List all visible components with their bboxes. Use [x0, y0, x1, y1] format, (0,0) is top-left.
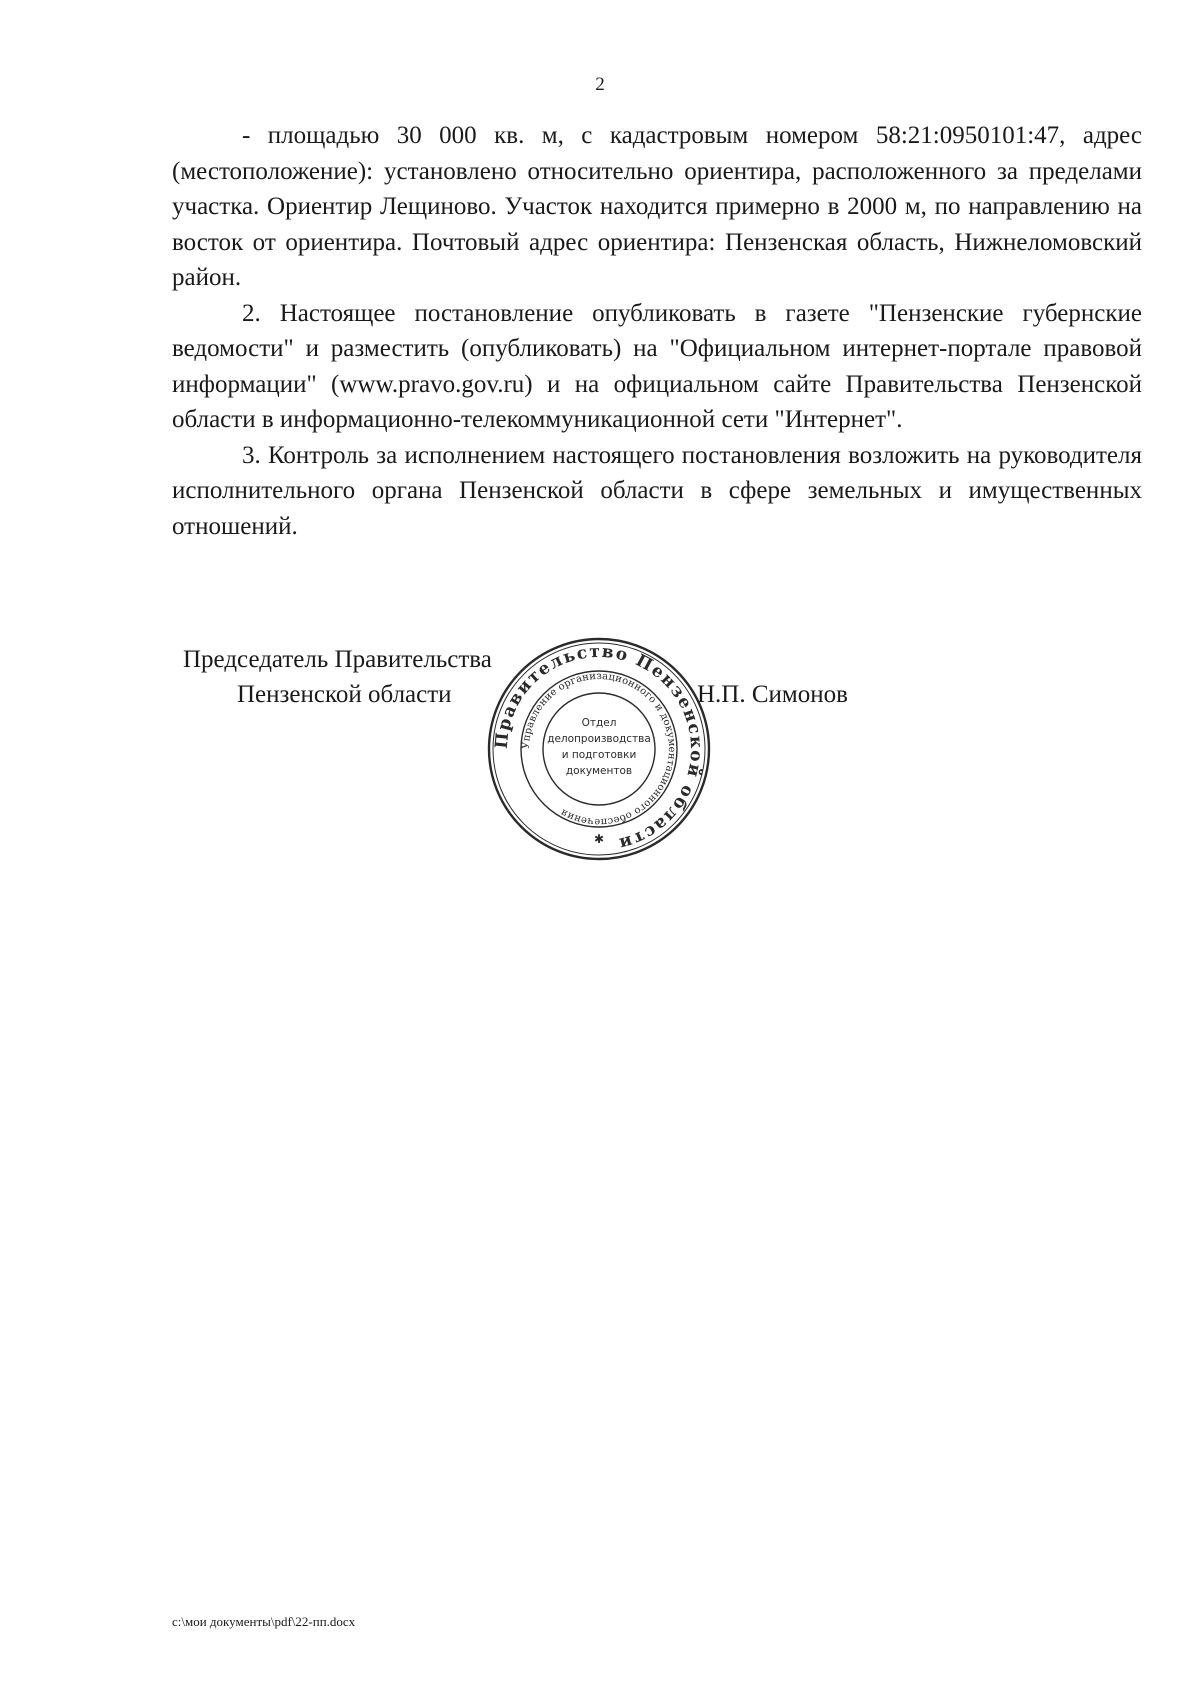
stamp-star-icon: ✱ — [593, 832, 605, 846]
stamp-inner-ring-text: Управление организационного и документационного обеспечения — [520, 670, 678, 828]
official-seal-stamp — [484, 634, 714, 864]
signature-block — [0, 640, 1200, 880]
signatory-title-line2: Пензенской области — [237, 681, 452, 708]
page-number: 2 — [595, 74, 605, 95]
stamp-outer-ring-text: Правительство Пензенской области — [491, 641, 707, 854]
stamp-center-line-1: Отдел — [581, 717, 617, 729]
stamp-center-line-4: документов — [565, 765, 633, 777]
signatory-name: Н.П. Симонов — [697, 681, 848, 708]
paragraph-land-plot: - площадью 30 000 кв. м, с кадастровым номером 58:21:0950101:47, адрес (местоположение): установлено относительно ориентира, расположенного за пределами участка. Ориентир Лещиново. Участок находится примерно в 2000 м, по направлению на восток от ориентира. Почтовый адрес ориентира: Пензенская область, Нижнеломовский район. — [172, 122, 1142, 291]
paragraph-publication: 2. Настоящее постановление опубликовать в газете "Пензенские губернские ведомости" и разместить (опубликовать) на "Официальном интернет-портале правовой информации" (www.pravo.gov.ru) и на официальном сайте Правительства Пензенской области в информационно-телекоммуникационной сети "Интернет". — [172, 299, 1142, 433]
stamp-center-line-3: и подготовки — [561, 749, 637, 761]
signatory-title-line1: Председатель Правительства — [183, 646, 492, 673]
footer-file-path: c:\мои документы\pdf\22-пп.docx — [172, 1614, 356, 1629]
stamp-center-line-2: делопроизводства — [547, 733, 651, 745]
document-body — [172, 118, 1142, 544]
paragraph-control: 3. Контроль за исполнением настоящего постановления возложить на руководителя исполнительного органа Пензенской области в сфере земельных и имущественных отношений. — [172, 441, 1142, 540]
